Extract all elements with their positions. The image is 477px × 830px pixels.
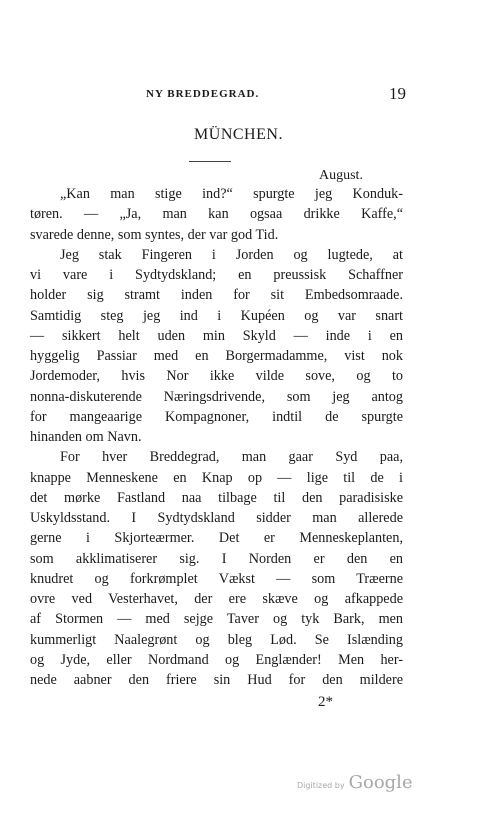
text-line: Uskyldsstand. I Sydtydskland sidder man allerede <box>30 510 403 526</box>
text-line: for mangeaarige Kompagnoner, indtil de spurgte <box>30 408 403 425</box>
body-text <box>30 184 403 690</box>
text-line: tøren. — „Ja, man kan ogsaa drikke Kaffe,“ <box>30 206 403 223</box>
text-line: nede aabner den friere sin Hud for den mildere <box>30 672 403 688</box>
text-line: Samtidig steg jeg ind i Kupéen og var snart <box>30 307 403 324</box>
text-line: For hver Breddegrad, man gaar Syd paa, <box>60 449 403 466</box>
text-line: af Stormen — med sejge Taver og tyk Bark, men <box>30 611 403 628</box>
text-line: svarede denne, som syntes, der var god Tid. <box>30 226 279 243</box>
google-logo: Google <box>348 772 413 793</box>
text-line: kummerligt Naalegrønt og bleg Lød. Se Islænding <box>30 631 403 648</box>
text-line: holder sig stramt inden for sit Embedsomraade. <box>30 287 403 304</box>
text-line: ovre ved Vesterhavet, der ere skæve og afkappede <box>30 591 403 607</box>
text-line: knudret og forkrømplet Vækst — som Træerne <box>30 570 403 587</box>
text-line: Jeg stak Fingeren i Jorden og lugtede, at <box>60 246 403 263</box>
text-line: — sikkert helt uden min Skyld — inde i en <box>30 327 403 344</box>
dateline: August. <box>319 168 363 183</box>
text-line: Jordemoder, hvis Nor ikke vilde sove, og to <box>30 368 403 385</box>
text-line: som akklimatiserer sig. I Norden er den en <box>30 550 403 567</box>
watermark-small-text: Digitized by <box>297 781 345 790</box>
chapter-title: MÜNCHEN. <box>194 126 283 143</box>
running-head: NY BREDDEGRAD. <box>146 88 260 100</box>
text-line: hyggelig Passiar med en Borgermadamme, vist nok <box>30 348 403 364</box>
text-line: vi vare i Sydtydskland; en preussisk Schaffner <box>30 267 403 283</box>
title-rule <box>189 161 231 162</box>
text-line: det mørke Fastland naa tilbage til den paradisiske <box>30 489 403 506</box>
text-line: og Jyde, eller Nordmand og Englænder! Men her- <box>30 651 403 668</box>
signature-mark: 2* <box>318 694 333 710</box>
text-line: gerne i Skjorteærmer. Det er Menneskeplanten, <box>30 530 403 547</box>
text-line: knappe Menneskene en Knap op — lige til de i <box>30 469 403 486</box>
page-number: 19 <box>389 84 406 103</box>
text-line: hinanden om Navn. <box>30 429 142 445</box>
page-header <box>88 84 406 108</box>
text-line: nonna-diskuterende Næringsdrivende, som jeg antog <box>30 388 403 405</box>
text-line: „Kan man stige ind?“ spurgte jeg Konduk- <box>60 186 403 202</box>
digitization-watermark <box>297 772 413 793</box>
